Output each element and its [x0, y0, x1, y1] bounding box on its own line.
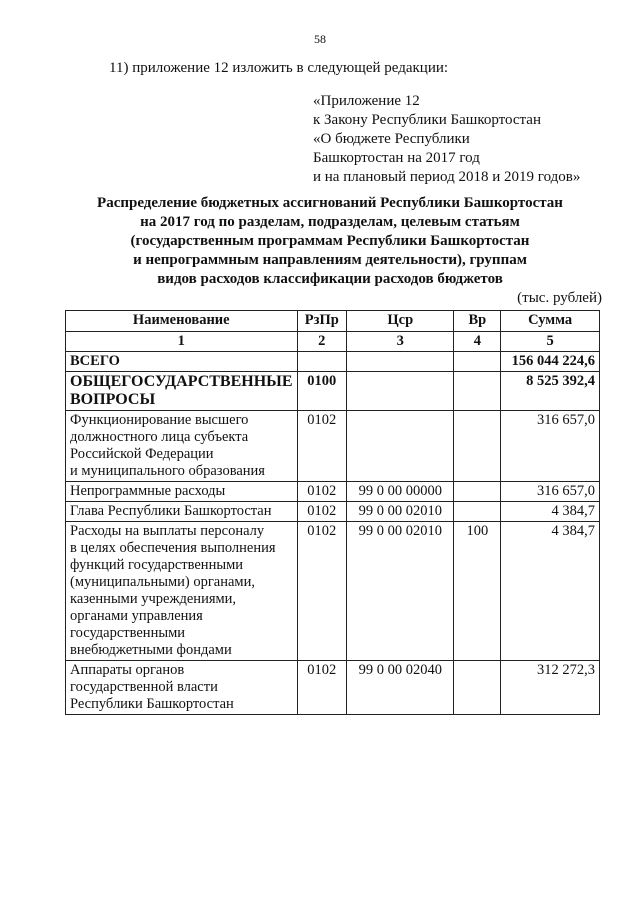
annex-reference: [313, 92, 580, 187]
row-name: [66, 352, 298, 372]
row-vr: [454, 372, 501, 411]
table-row: [66, 352, 600, 372]
column-number: 1: [66, 332, 298, 352]
header-rzpr: РзПр: [297, 311, 347, 332]
row-name-line: государственными: [70, 625, 186, 641]
row-vr: [454, 352, 501, 372]
row-rzpr: 0102: [297, 482, 347, 502]
row-name-line: Функционирование высшего: [70, 412, 249, 428]
row-sum: 4 384,7: [501, 522, 600, 661]
row-name: [66, 502, 298, 522]
row-vr: [454, 411, 501, 482]
row-vr: [454, 661, 501, 715]
row-name-line: органами управления: [70, 608, 203, 624]
row-vr: [454, 482, 501, 502]
heading-line: на 2017 год по разделам, подразделам, целевым статьям: [140, 214, 520, 230]
row-vr: [454, 502, 501, 522]
row-name-line: Российской Федерации: [70, 446, 214, 462]
row-sum: 4 384,7: [501, 502, 600, 522]
intro-text: 11) приложение 12 изложить в следующей редакции:: [109, 60, 449, 76]
row-vr: 100: [454, 522, 501, 661]
row-name: [66, 522, 298, 661]
header-vr: Вр: [454, 311, 501, 332]
row-name-line: (муниципальными) органами,: [70, 574, 255, 590]
table-row: [66, 522, 600, 661]
heading-line: видов расходов классификации расходов бюджетов: [157, 271, 503, 287]
heading-line: Распределение бюджетных ассигнований Республики Башкортостан: [97, 195, 563, 211]
row-name-line: в целях обеспечения выполнения: [70, 540, 276, 556]
header-row: [66, 311, 600, 332]
document-heading: [60, 194, 600, 289]
row-sum: 156 044 224,6: [501, 352, 600, 372]
header-sum: Сумма: [501, 311, 600, 332]
annex-line: и на плановый период 2018 и 2019 годов»: [313, 169, 581, 185]
table-row: [66, 482, 600, 502]
header-name: Наименование: [66, 311, 298, 332]
column-number: 4: [454, 332, 501, 352]
row-csr: 99 0 00 00000: [347, 482, 454, 502]
annex-line: к Закону Республики Башкортостан: [313, 112, 541, 128]
header-csr: Цср: [347, 311, 454, 332]
table-row: [66, 661, 600, 715]
row-rzpr: 0100: [297, 372, 347, 411]
row-name-line: Глава Республики Башкортостан: [70, 503, 272, 519]
row-name-line: внебюджетными фондами: [70, 642, 232, 658]
row-name-line: ОБЩЕГОСУДАРСТВЕННЫЕ: [70, 373, 293, 390]
page-number: 58: [314, 32, 326, 46]
row-name: [66, 482, 298, 502]
row-rzpr: 0102: [297, 502, 347, 522]
heading-line: и непрограммным направлениям деятельности), группам: [133, 252, 527, 268]
row-sum: 312 272,3: [501, 661, 600, 715]
row-name-line: функций государственными: [70, 557, 244, 573]
table-row: [66, 502, 600, 522]
annex-line: «О бюджете Республики: [313, 131, 470, 147]
column-number: 3: [347, 332, 454, 352]
budget-table: [65, 310, 600, 715]
row-rzpr: 0102: [297, 661, 347, 715]
row-name-line: должностного лица субъекта: [70, 429, 249, 445]
row-name-line: ВОПРОСЫ: [70, 391, 156, 408]
row-sum: 316 657,0: [501, 482, 600, 502]
row-name-line: государственной власти: [70, 679, 218, 695]
table-row: [66, 372, 600, 411]
column-number: 2: [297, 332, 347, 352]
row-name-line: ВСЕГО: [70, 353, 120, 369]
row-csr: 99 0 00 02040: [347, 661, 454, 715]
row-name-line: Расходы на выплаты персоналу: [70, 523, 265, 539]
row-name-line: Непрограммные расходы: [70, 483, 226, 499]
row-name-line: Аппараты органов: [70, 662, 185, 678]
units-label: (тыс. рублей): [517, 290, 602, 306]
row-name: [66, 372, 298, 411]
row-sum: 8 525 392,4: [501, 372, 600, 411]
row-name-line: Республики Башкортостан: [70, 696, 234, 712]
row-rzpr: 0102: [297, 522, 347, 661]
annex-line: Башкортостан на 2017 год: [313, 150, 480, 166]
row-csr: 99 0 00 02010: [347, 522, 454, 661]
row-rzpr: 0102: [297, 411, 347, 482]
row-name-line: и муниципального образования: [70, 463, 265, 479]
heading-line: (государственным программам Республики Башкортостан: [130, 233, 530, 249]
row-name: [66, 411, 298, 482]
annex-line: «Приложение 12: [313, 93, 420, 109]
row-csr: 99 0 00 02010: [347, 502, 454, 522]
column-number-row: [66, 332, 600, 352]
row-csr: [347, 411, 454, 482]
row-sum: 316 657,0: [501, 411, 600, 482]
row-rzpr: [297, 352, 347, 372]
row-name-line: казенными учреждениями,: [70, 591, 237, 607]
column-number: 5: [501, 332, 600, 352]
row-name: [66, 661, 298, 715]
table-row: [66, 411, 600, 482]
row-csr: [347, 352, 454, 372]
row-csr: [347, 372, 454, 411]
